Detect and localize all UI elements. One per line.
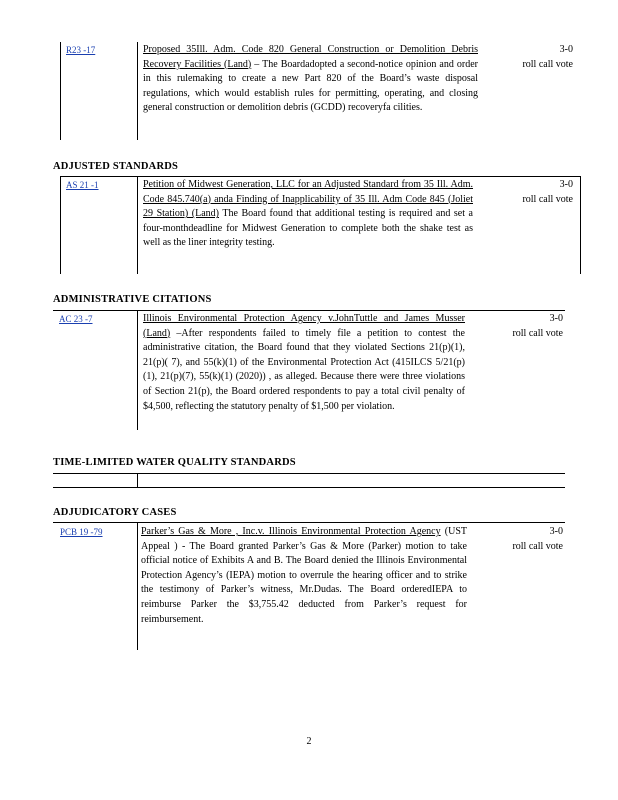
table-right-border <box>580 176 581 274</box>
vote-type: roll call vote <box>512 540 563 552</box>
table-column-divider <box>137 176 138 274</box>
section-heading-administrative-citations: ADMINISTRATIVE CITATIONS <box>53 294 212 305</box>
vote-result <box>512 312 563 341</box>
case-description <box>143 178 473 251</box>
page-number: 2 <box>306 736 312 747</box>
section-heading-time-limited-water-quality-standards: TIME-LIMITED WATER QUALITY STANDARDS <box>53 457 296 468</box>
vote-type: roll call vote <box>522 193 573 205</box>
case-description <box>143 312 465 414</box>
case-title: Petition of Midwest Generation, LLC for an Adjusted Standard from 35 Ill. Adm. Code 845.740(a) anda Finding of Inapplicability of 35 Ill. Adm Code 845 (Joliet 29 Station) (Land) <box>143 179 473 220</box>
table-left-border <box>60 42 61 140</box>
table-column-divider <box>137 42 138 140</box>
case-summary: – The Boardadopted a second-notice opinion and order in this rulemaking to create a new Part 820 of the Board’s waste disposal regulations, which would establish rules for permitting, operating, and closing general construction or demolition debris (GCDD) recoveryfa cilities. <box>143 58 478 114</box>
section-rule <box>60 176 580 177</box>
table-column-divider <box>137 310 138 430</box>
case-summary: –After respondents failed to timely file a petition to contest the administrative citation, the Board found that they violated Sections 21(p)(1), 21(p)( 7), and 55(k)(1) of the Environmental Protection Act (415ILCS 5/21(p)(1), 21(p)(7), 55(k)(1) (2020)) , as alleged. Because there were three violations of Section 21(p), the Board ordered respondents to pay a total civil penalty of $4,500, reflecting the statutory penalty of $1,500 per violation. <box>143 327 465 412</box>
case-number-link[interactable]: AC 23 -7 <box>59 314 93 324</box>
case-summary: (UST Appeal ) - The Board granted Parker’s Gas & More (Parker) motion to take official notice of Exhibits A and B. The Board denied the Illinois Environmental Protection Agency’s (IEPA) motion to overrule the hearing officer and to strike the testimony of Parker’s witness, Mr.Dudas. The Board orderedIEPA to reimburse Parker the $3,755.42 deducted from Parker’s request for reimbursement. <box>141 526 467 625</box>
case-number-link[interactable]: PCB 19 -79 <box>60 527 103 537</box>
vote-count: 3-0 <box>549 526 563 537</box>
vote-count: 3-0 <box>549 313 563 324</box>
section-rule <box>53 487 565 488</box>
table-column-divider <box>137 522 138 650</box>
case-title: Illinois Environmental Protection Agency v.JohnTuttle and James Musser (Land) <box>143 313 465 339</box>
vote-type: roll call vote <box>512 327 563 339</box>
case-description <box>141 525 467 627</box>
vote-result <box>512 525 563 554</box>
section-rule <box>53 473 565 474</box>
section-heading-adjusted-standards: ADJUSTED STANDARDS <box>53 161 179 172</box>
table-column-divider <box>137 473 138 487</box>
section-rule <box>53 522 565 523</box>
case-number-link[interactable]: AS 21 -1 <box>66 180 99 190</box>
vote-type: roll call vote <box>522 58 573 70</box>
case-number-link[interactable]: R23 -17 <box>66 45 96 55</box>
case-title: Parker’s Gas & More , Inc.v. Illinois Environmental Protection Agency <box>141 526 441 537</box>
case-title: Proposed 35Ill. Adm. Code 820 General Construction or Demolition Debris Recovery Facilities (Land) <box>143 44 478 70</box>
case-summary: The Board found that additional testing is required and set a four-monthdeadline for Midwest Generation to complete both the shake test as well as the liner integrity testing. <box>143 208 473 249</box>
vote-result <box>522 178 573 207</box>
case-description <box>143 43 478 116</box>
vote-count: 3-0 <box>559 179 573 190</box>
section-heading-adjudicatory-cases: ADJUDICATORY CASES <box>53 507 177 518</box>
section-rule <box>53 310 565 311</box>
table-left-border <box>60 176 61 274</box>
vote-count: 3-0 <box>559 44 573 55</box>
vote-result <box>522 43 573 72</box>
